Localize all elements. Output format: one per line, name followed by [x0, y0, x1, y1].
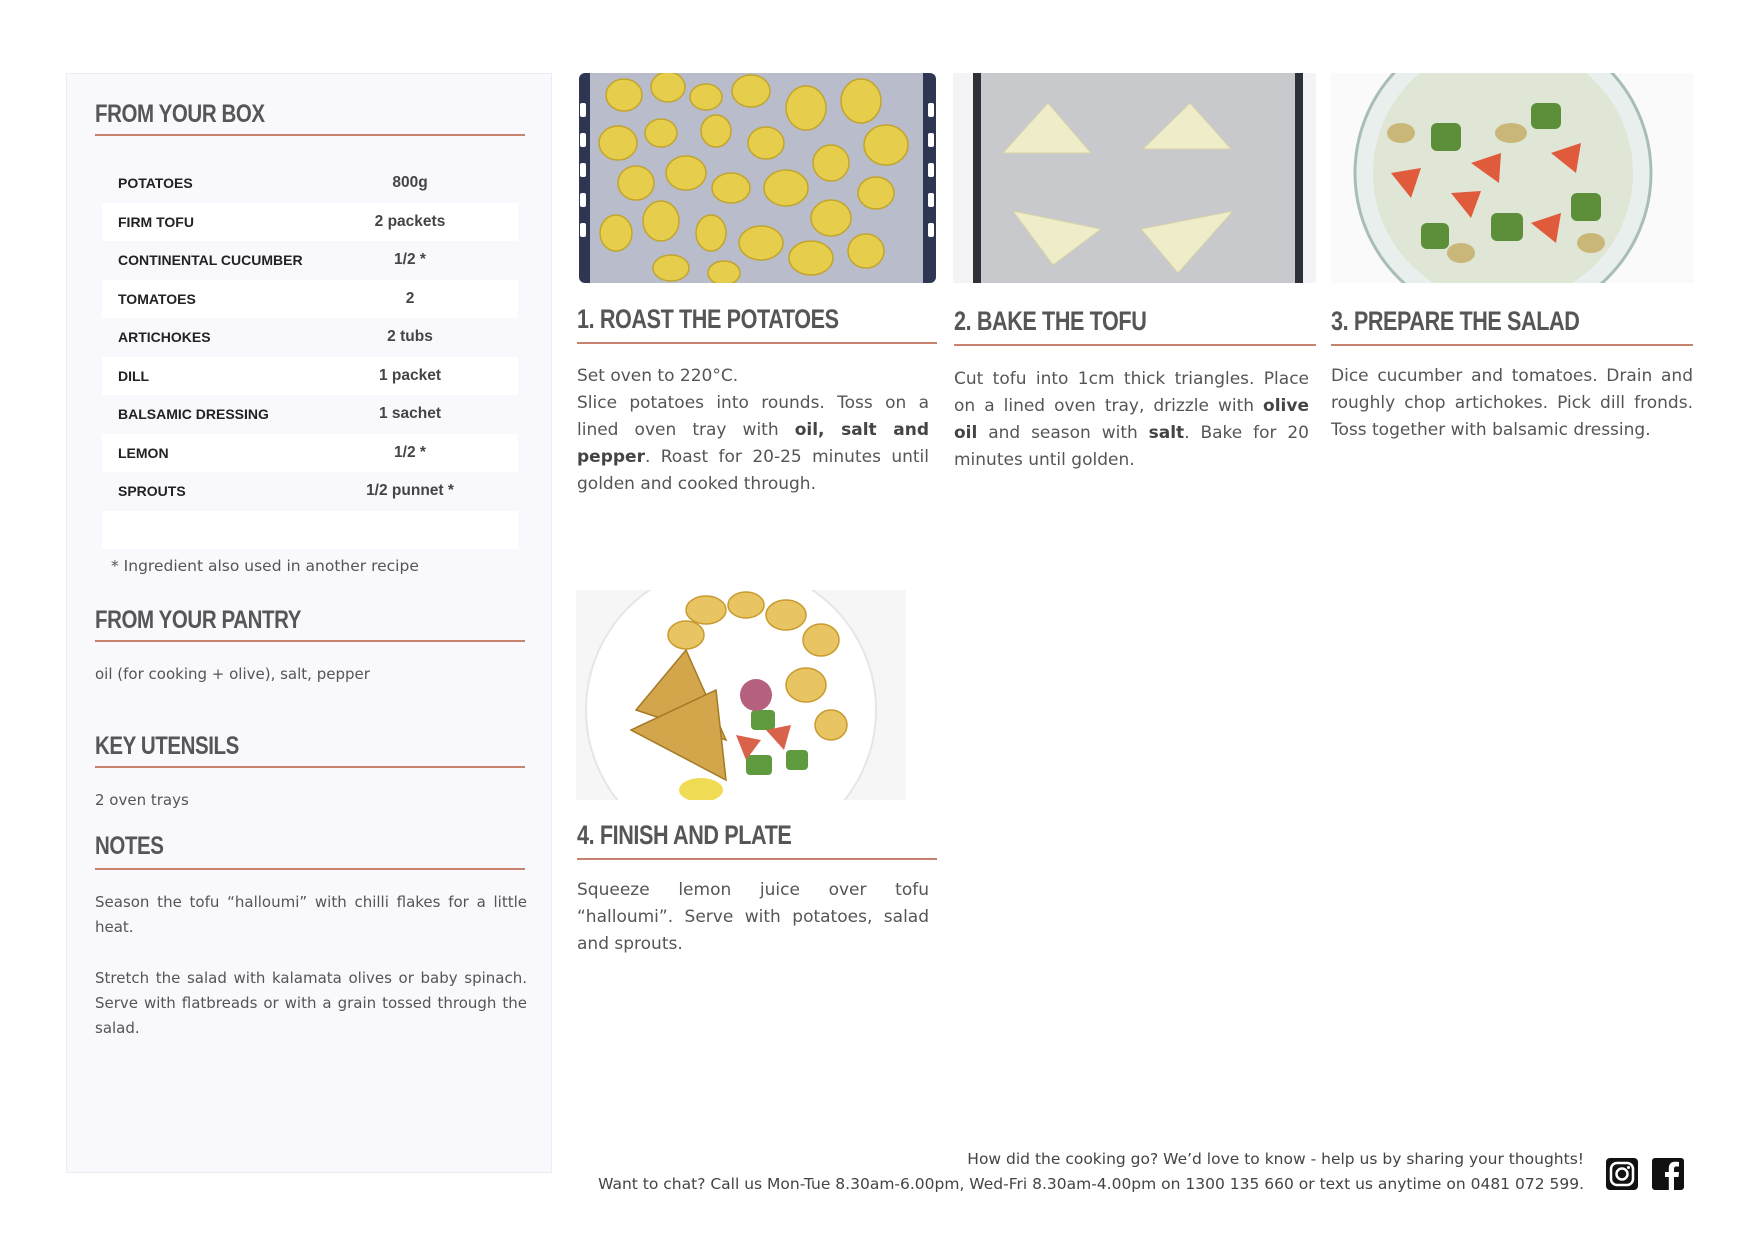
- step-2-part: and season with: [977, 423, 1149, 443]
- notes-title: NOTES: [95, 832, 164, 860]
- ingredient-name: FIRM TOFU: [118, 213, 194, 230]
- utensils-text: 2 oven trays: [95, 791, 189, 809]
- ingredient-footnote: * Ingredient also used in another recipe: [111, 557, 419, 575]
- ingredient-qty: 1/2 punnet *: [366, 482, 454, 500]
- step-3-rule: [1331, 344, 1693, 346]
- roast-potatoes-photo: [576, 73, 939, 283]
- step-2-part: Cut tofu into 1cm thick triangles. Place on a lined oven tray, drizzle with: [954, 369, 1309, 416]
- notes-paragraph: Stretch the salad with kalamata olives or baby spinach. Serve with flatbreads or with a grain tossed through the salad.: [95, 969, 527, 1037]
- utensils-title-rule: [95, 766, 525, 768]
- step-2-part: . Bake for 20 minutes until golden.: [954, 423, 1309, 470]
- step-2-title: 2. BAKE THE TOFU: [954, 306, 1147, 336]
- step-1-line: Set oven to 220°C.: [577, 366, 739, 386]
- step-3-title: 3. PREPARE THE SALAD: [1331, 306, 1580, 336]
- step-4-title: 4. FINISH AND PLATE: [577, 820, 792, 850]
- ingredient-row: [102, 395, 518, 434]
- ingredient-qty: 1 packet: [378, 366, 442, 384]
- pantry-title-rule: [95, 640, 525, 642]
- ingredient-name: TOMATOES: [118, 290, 196, 307]
- footer-feedback: How did the cooking go? We’d love to know - help us by sharing your thoughts!: [967, 1150, 1584, 1168]
- step-3-text: Dice cucumber and tomatoes. Drain and roughly chop artichokes. Pick dill fronds. Toss together with balsamic dressing.: [1331, 366, 1693, 440]
- ingredients-sidebar: [66, 73, 552, 1173]
- step-1-title: 1. ROAST THE POTATOES: [577, 304, 839, 334]
- step-1-paragraph: [577, 390, 929, 498]
- pantry-title: FROM YOUR PANTRY: [95, 606, 302, 634]
- ingredient-name: ARTICHOKES: [118, 329, 211, 346]
- ingredient-qty: 1/2 *: [394, 443, 426, 461]
- prepare-salad-photo: [1331, 73, 1694, 283]
- ingredient-name: POTATOES: [118, 175, 193, 192]
- notes-title-rule: [95, 868, 525, 870]
- ingredient-row: [102, 164, 518, 203]
- ingredient-row: [102, 434, 518, 473]
- ingredient-row: [102, 241, 518, 280]
- facebook-icon[interactable]: [1650, 1156, 1686, 1192]
- step-1-rule: [577, 342, 937, 344]
- step-4-text: Squeeze lemon juice over tofu “halloumi”. Serve with potatoes, salad and sprouts.: [577, 880, 929, 954]
- ingredient-row: [102, 472, 518, 511]
- step-2-emphasis: olive oil: [954, 396, 1309, 443]
- pantry-text: oil (for cooking + olive), salt, pepper: [95, 665, 370, 683]
- utensils-title: KEY UTENSILS: [95, 732, 239, 760]
- step-2-emphasis: salt: [1148, 423, 1185, 443]
- ingredient-qty: 2 packets: [374, 212, 446, 230]
- step-1-part: . Roast for 20-25 minutes until golden and cooked through.: [577, 447, 929, 494]
- step-1-emphasis: oil, salt and pepper: [577, 420, 929, 467]
- ingredient-qty: 2: [405, 289, 415, 307]
- ingredient-row: [102, 280, 518, 319]
- ingredient-row: [102, 357, 518, 396]
- step-2-text: [954, 366, 1309, 474]
- ingredient-name: SPROUTS: [118, 483, 186, 500]
- ingredient-qty: 1/2 *: [394, 251, 426, 269]
- notes-paragraph: Season the tofu “halloumi” with chilli flakes for a little heat.: [95, 893, 527, 936]
- step-1-part: Slice potatoes into rounds. Toss on a lined oven tray with: [577, 393, 929, 440]
- ingredient-row: [102, 203, 518, 242]
- ingredients-table: [102, 164, 518, 549]
- box-title: FROM YOUR BOX: [95, 100, 265, 128]
- step-1-text: [577, 363, 929, 498]
- ingredient-name: LEMON: [118, 444, 169, 461]
- ingredient-name: DILL: [118, 367, 150, 384]
- box-title-rule: [95, 134, 525, 136]
- bake-tofu-photo: [953, 73, 1316, 283]
- footer-contact: Want to chat? Call us Mon-Tue 8.30am-6.00pm, Wed-Fri 8.30am-4.00pm on 1300 135 660 or text us anytime on 0481 072 599.: [598, 1175, 1584, 1193]
- ingredient-qty: 800g: [392, 174, 428, 192]
- ingredient-qty: 2 tubs: [387, 328, 433, 346]
- ingredient-name: CONTINENTAL CUCUMBER: [118, 252, 303, 269]
- ingredient-name: BALSAMIC DRESSING: [118, 406, 269, 423]
- finish-plate-photo: [576, 590, 906, 800]
- ingredient-qty: 1 sachet: [378, 405, 442, 423]
- step-4-rule: [577, 858, 937, 860]
- ingredient-row: [102, 318, 518, 357]
- step-2-rule: [954, 344, 1316, 346]
- ingredient-row-empty: [102, 511, 518, 550]
- instagram-icon[interactable]: [1604, 1156, 1640, 1192]
